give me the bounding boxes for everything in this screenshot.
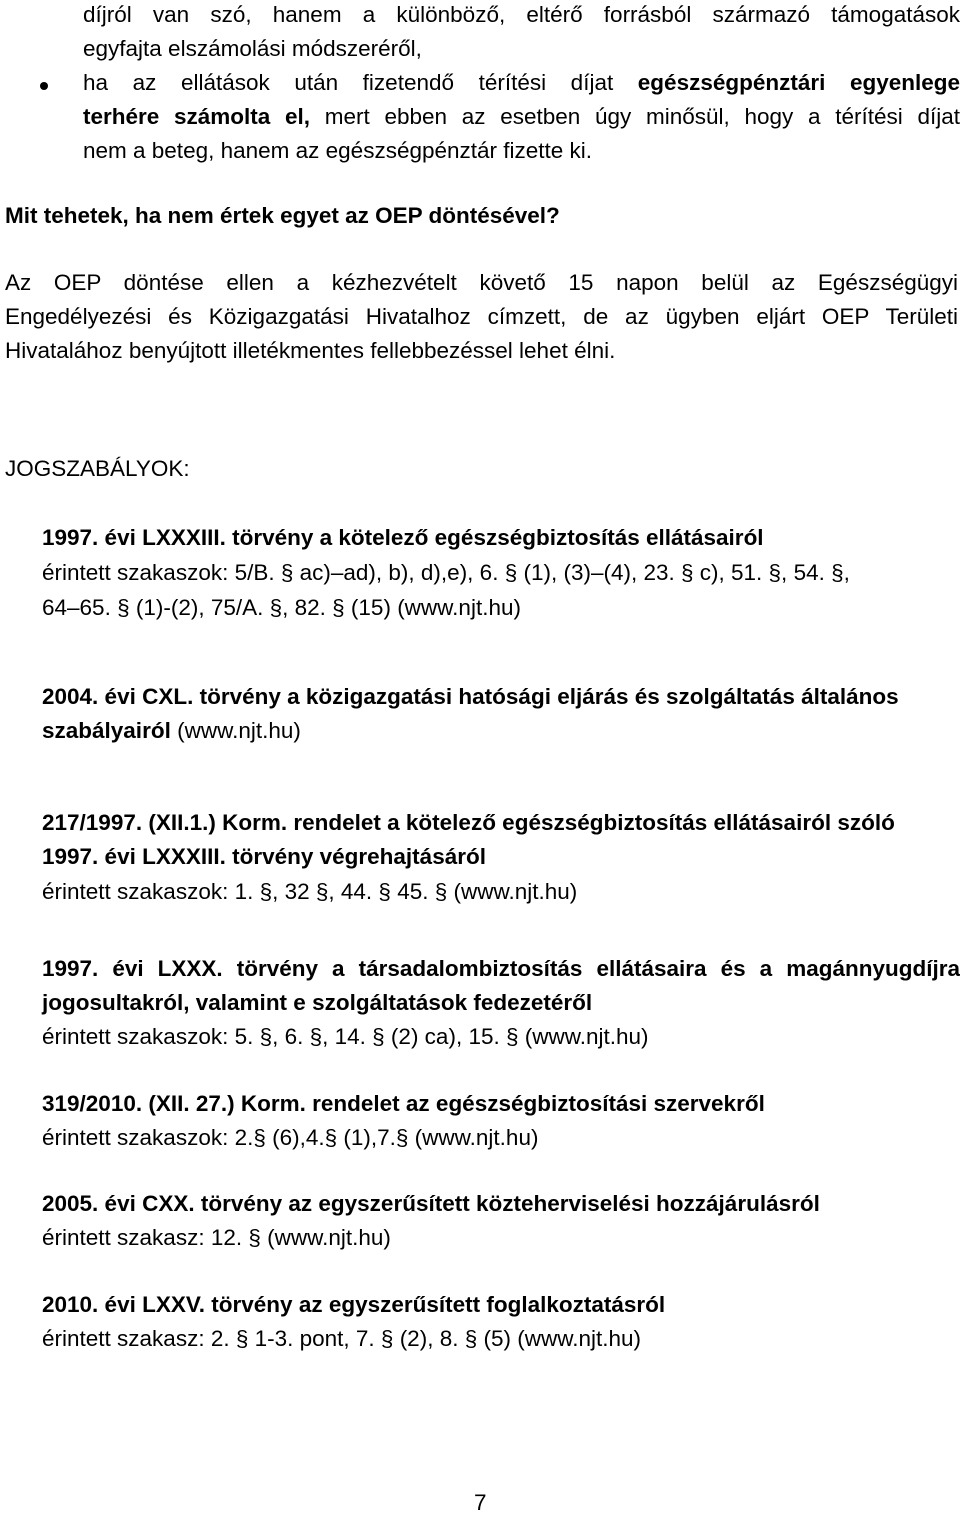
law-title: 2010. évi LXXV. törvény az egyszerűsített foglalkoztatásról bbox=[42, 1292, 666, 1317]
appeal-paragraph-line: Az OEP döntése ellen a kézhezvételt követő 15 napon belül az Egészségügyi bbox=[5, 270, 958, 295]
bullet-text-bold: egészségpénztári egyenlege bbox=[637, 70, 960, 95]
page-number: 7 bbox=[474, 1490, 487, 1515]
law-title: 1997. évi LXXXIII. törvény a kötelező egészségbiztosítás ellátásairól bbox=[42, 525, 764, 550]
law-title: 319/2010. (XII. 27.) Korm. rendelet az egészségbiztosítási szervekről bbox=[42, 1091, 765, 1116]
bullet-text-plain: mert ebben az esetben úgy minősül, hogy a térítési díjat bbox=[324, 104, 960, 129]
question-heading: Mit tehetek, ha nem értek egyet az OEP döntésével? bbox=[5, 203, 560, 228]
law-title: 1997. évi LXXX. törvény a társadalombiztosítás ellátásaira és a magánnyugdíjra bbox=[42, 956, 960, 981]
law-detail: érintett szakaszok: 1. §, 32 §, 44. § 45. § (www.njt.hu) bbox=[42, 879, 578, 904]
top-paragraph-line: egyfajta elszámolási módszeréről, bbox=[83, 36, 422, 61]
top-paragraph-line: díjról van szó, hanem a különböző, eltérő forrásból származó támogatások bbox=[83, 2, 960, 27]
appeal-paragraph-line: Hivatalához benyújtott illetékmentes fellebbezéssel lehet élni. bbox=[5, 338, 616, 363]
law-detail: érintett szakasz: 2. § 1-3. pont, 7. § (2), 8. § (5) (www.njt.hu) bbox=[42, 1326, 642, 1351]
law-title: 217/1997. (XII.1.) Korm. rendelet a kötelező egészségbiztosítás ellátásairól szóló bbox=[42, 810, 895, 835]
law-title: szabályairól bbox=[42, 718, 171, 743]
law-title-line bbox=[42, 720, 301, 743]
law-title: 2005. évi CXX. törvény az egyszerűsített közteherviselési hozzájárulásról bbox=[42, 1191, 820, 1216]
law-title: 1997. évi LXXXIII. törvény végrehajtásáról bbox=[42, 844, 486, 869]
law-title: jogosultakról, valamint e szolgáltatások fedezetéről bbox=[42, 990, 593, 1015]
bullet-text-plain: ha az ellátások után fizetendő térítési díjat bbox=[83, 70, 614, 95]
bullet-item-line bbox=[83, 72, 960, 95]
law-title: 2004. évi CXL. törvény a közigazgatási hatósági eljárás és szolgáltatás általános bbox=[42, 684, 899, 709]
law-detail: érintett szakaszok: 5. §, 6. §, 14. § (2) ca), 15. § (www.njt.hu) bbox=[42, 1024, 649, 1049]
bullet-item-line bbox=[83, 106, 960, 129]
laws-heading: JOGSZABÁLYOK: bbox=[5, 456, 190, 481]
law-detail: érintett szakasz: 12. § (www.njt.hu) bbox=[42, 1225, 391, 1250]
bullet-text-bold: terhére számolta el, bbox=[83, 104, 311, 129]
law-detail: 64–65. § (1)-(2), 75/A. §, 82. § (15) (www.njt.hu) bbox=[42, 595, 521, 620]
bullet-item-line: nem a beteg, hanem az egészségpénztár fizette ki. bbox=[83, 138, 593, 163]
law-detail: érintett szakaszok: 5/B. § ac)–ad), b), d),e), 6. § (1), (3)–(4), 23. § c), 51. §, 54. §, bbox=[42, 560, 850, 585]
appeal-paragraph-line: Engedélyezési és Közigazgatási Hivatalhoz címzett, de az ügyben eljárt OEP Területi bbox=[5, 304, 958, 329]
bullet-icon bbox=[40, 82, 48, 90]
law-detail: érintett szakaszok: 2.§ (6),4.§ (1),7.§ (www.njt.hu) bbox=[42, 1125, 539, 1150]
law-link: (www.njt.hu) bbox=[170, 718, 301, 743]
